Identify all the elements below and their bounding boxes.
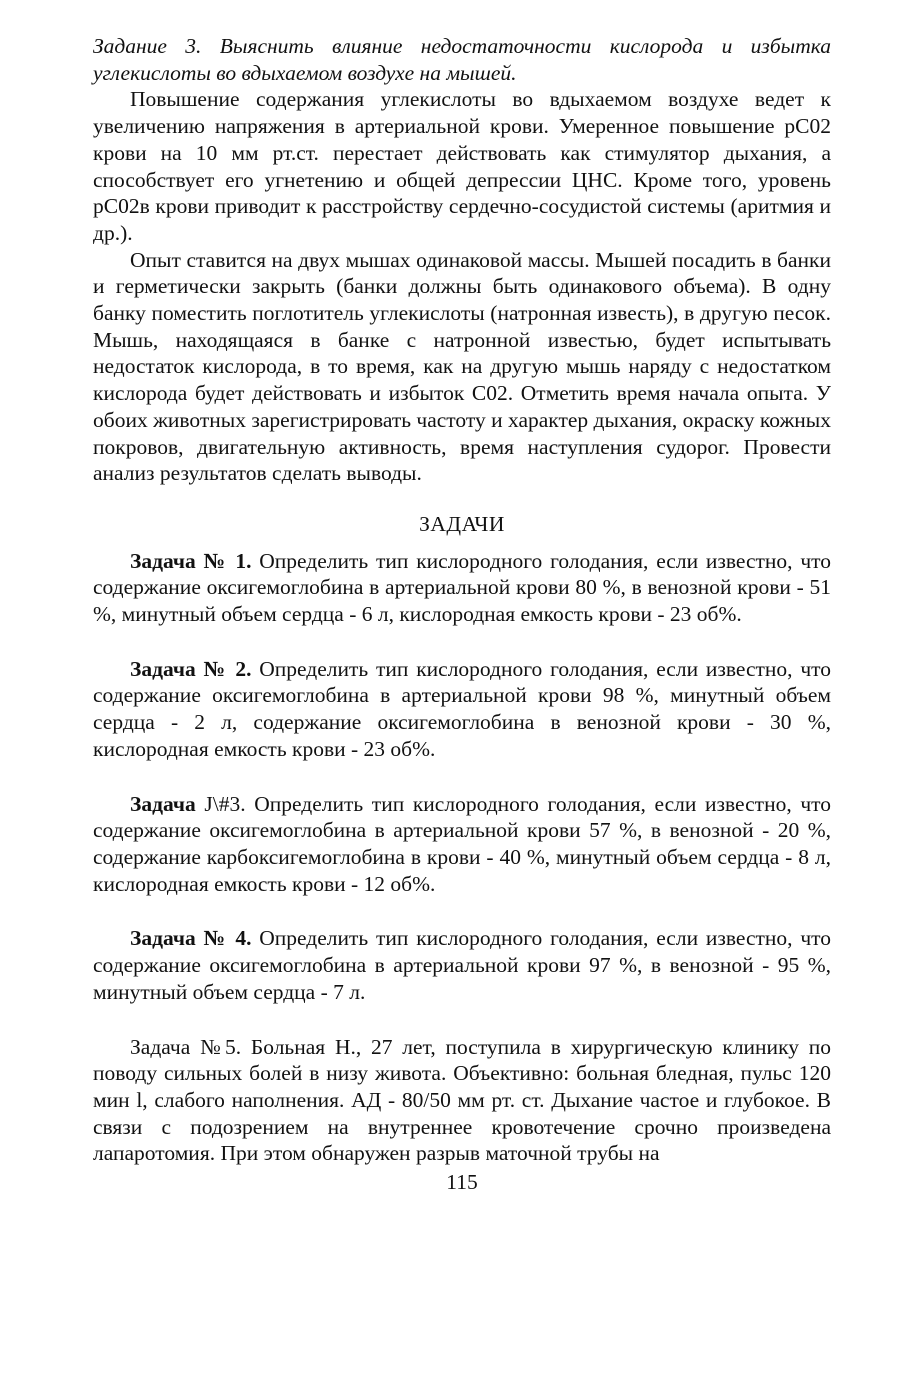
problem-3 bbox=[93, 791, 831, 898]
problem-label: Задача № 2. bbox=[130, 656, 252, 681]
problem-label: Задача bbox=[130, 791, 196, 816]
task-heading: Задание 3. Выяснить влияние недостаточности кислорода и избытка углекислоты во вдыхаемом воздухе на мышей. bbox=[93, 34, 831, 85]
problem-label: Задача № 4. bbox=[130, 926, 252, 951]
problem-text: Ј\#3. Определить тип кислородного голодания, если известно, что содержание оксигемоглобина в артериальной крови 57 %, в венозной - 20 %, содержание карбоксигемоглобина в крови - 40 %, минутный объем сердца - 8 л, кислородная емкость крови - 12 об%. bbox=[93, 791, 831, 896]
section-title: ЗАДАЧИ bbox=[419, 511, 505, 536]
document-page bbox=[93, 33, 831, 1196]
problem-text: Определить тип кислородного голодания, если известно, что содержание оксигемоглобина в артериальной крови 80 %, в венозной крови - 51 %, минутный объем сердца - 6 л, кислородная емкость крови - 23 об%. bbox=[93, 548, 831, 627]
body-paragraph-experiment: Опыт ставится на двух мышах одинаковой массы. Мышей посадить в банки и герметически закрыть (банки должны быть одинакового объема). В одну банку поместить поглотитель углекислоты (натронная известь), в другую песок. Мышь, находящаяся в банке с натронной известью, будет испытывать недостаток кислорода, в то время, как на другую мышь наряду с недостатком кислорода будет действовать и избыток С02. Отметить время начала опыта. У обоих животных зарегистрировать частоту и характер дыхания, окраску кожных покровов, двигательную активность, время наступления судорог. Провести анализ результатов сделать выводы. bbox=[93, 247, 832, 486]
problem-5 bbox=[93, 1034, 831, 1168]
problem-label: Задача № 1. bbox=[130, 548, 252, 573]
problem-1 bbox=[93, 548, 831, 628]
problem-4 bbox=[93, 925, 831, 1005]
problem-2 bbox=[93, 656, 831, 763]
problem-text: Определить тип кислородного голодания, если известно, что содержание оксигемоглобина в артериальной крови 98 %, минутный объем сердца - 2 л, содержание оксигемоглобина в венозной крови - 30 %, кислородная емкость крови - 23 об%. bbox=[93, 656, 831, 761]
page-number: 115 bbox=[446, 1170, 478, 1195]
problem-text: Задача №5. Больная Н., 27 лет, поступила в хирургическую клинику по поводу сильных болей в низу живота. Объективно: больная бледная, пульс 120 мин l, слабого наполнения. АД - 80/50 мм рт. ст. Дыхание частое и глубокое. В связи с подозрением на внутреннее кровотечение срочно произведена лапаротомия. При этом обнаружен разрыв маточной трубы на bbox=[93, 1034, 831, 1166]
problem-text: Определить тип кислородного голодания, если известно, что содержание оксигемоглобина в артериальной крови 97 %, в венозной - 95 %, минутный объем сердца - 7 л. bbox=[93, 926, 831, 1004]
body-paragraph-co2: Повышение содержания углекислоты во вдыхаемом воздухе ведет к увеличению напряжения в артериальной крови. Умеренное повышение рС02 крови на 10 мм рт.ст. перестает действовать как стимулятор дыхания, а способствует его угнетению и общей депрессии ЦНС. Кроме того, уровень рС02в крови приводит к расстройству сердечно-сосудистой системы (аритмия и др.). bbox=[93, 87, 831, 245]
